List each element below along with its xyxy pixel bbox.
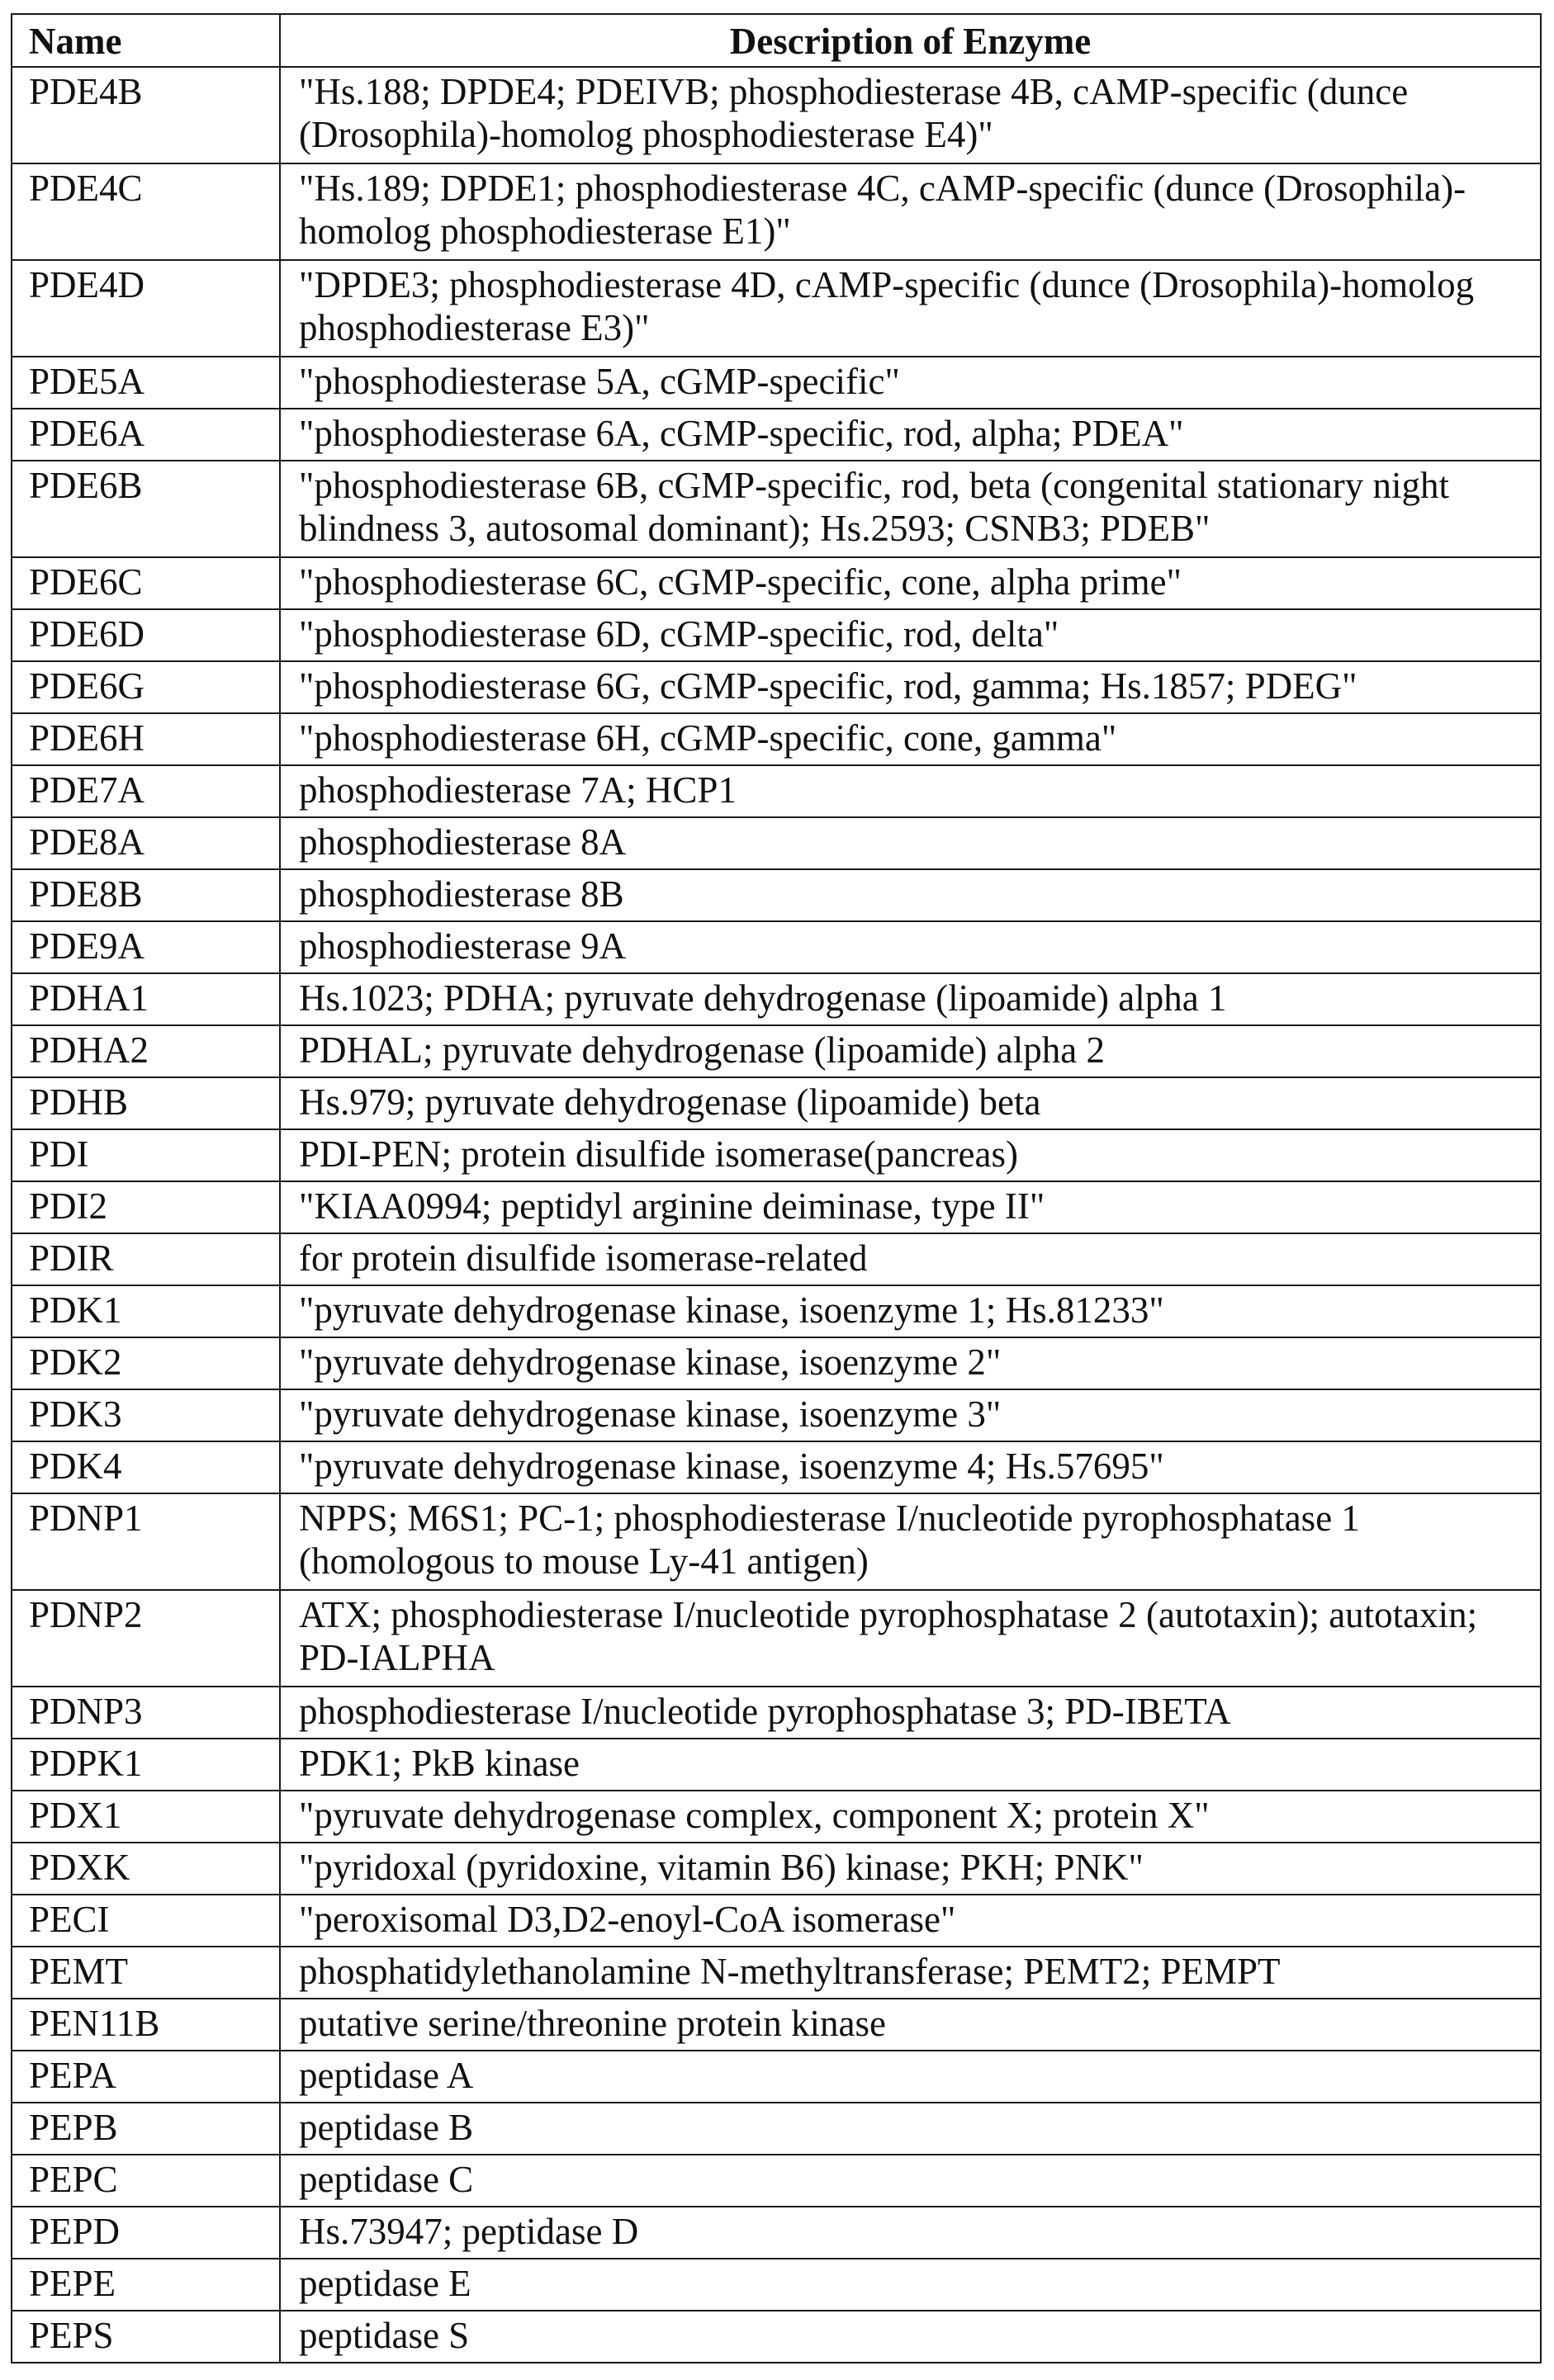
description-line: "pyruvate dehydrogenase kinase, isoenzyme 3" — [299, 1393, 1533, 1436]
table-row — [12, 1077, 1541, 1129]
table-body — [12, 67, 1541, 2363]
enzyme-description-cell — [280, 1739, 1541, 1791]
table-row — [12, 661, 1541, 713]
table-header — [12, 14, 1541, 67]
description-line: phosphodiesterase I/nucleotide pyrophosphatase 3; PD-IBETA — [299, 1690, 1533, 1733]
enzyme-name-cell: PDK4 — [12, 1441, 280, 1493]
description-line: "DPDE3; phosphodiesterase 4D, cAMP-specific (dunce (Drosophila)-homolog — [299, 263, 1533, 306]
description-line: homolog phosphodiesterase E1)" — [299, 210, 1533, 253]
description-line: phosphodiesterase 9A — [299, 925, 1533, 968]
enzyme-description-cell — [280, 409, 1541, 461]
enzyme-description-cell — [280, 921, 1541, 973]
enzyme-name-cell: PEPS — [12, 2311, 280, 2363]
enzyme-name-cell: PDI2 — [12, 1181, 280, 1233]
description-line: ATX; phosphodiesterase I/nucleotide pyrophosphatase 2 (autotaxin); autotaxin; — [299, 1593, 1533, 1636]
enzyme-name-cell: PDHB — [12, 1077, 280, 1129]
enzyme-description-cell — [280, 1441, 1541, 1493]
enzyme-description-cell — [280, 2051, 1541, 2103]
description-line: phosphodiesterase 8A — [299, 821, 1533, 864]
table-row — [12, 1739, 1541, 1791]
enzyme-name-cell: PEPC — [12, 2155, 280, 2207]
description-line: PDI-PEN; protein disulfide isomerase(pancreas) — [299, 1133, 1533, 1176]
description-line: putative serine/threonine protein kinase — [299, 2002, 1533, 2045]
table-row — [12, 2259, 1541, 2311]
enzyme-name-cell: PDE6D — [12, 609, 280, 661]
table-row — [12, 1687, 1541, 1739]
description-line: peptidase C — [299, 2158, 1533, 2201]
description-line: phosphodiesterase E3)" — [299, 306, 1533, 349]
enzyme-name-cell: PEN11B — [12, 1999, 280, 2051]
enzyme-description-cell — [280, 817, 1541, 869]
enzyme-name-cell: PDE9A — [12, 921, 280, 973]
table-row — [12, 2051, 1541, 2103]
enzyme-name-cell: PDE5A — [12, 357, 280, 409]
description-line: for protein disulfide isomerase-related — [299, 1237, 1533, 1280]
table-row — [12, 973, 1541, 1025]
enzyme-description-cell — [280, 661, 1541, 713]
table-row — [12, 2155, 1541, 2207]
table-row — [12, 609, 1541, 661]
enzyme-description-cell — [280, 869, 1541, 921]
enzyme-name-cell: PDI — [12, 1129, 280, 1181]
enzyme-name-cell: PECI — [12, 1895, 280, 1947]
table-row — [12, 260, 1541, 357]
description-line: Hs.1023; PDHA; pyruvate dehydrogenase (lipoamide) alpha 1 — [299, 977, 1533, 1020]
table-row — [12, 1389, 1541, 1441]
enzyme-name-cell: PDIR — [12, 1233, 280, 1285]
table-row — [12, 1337, 1541, 1389]
enzyme-description-cell — [280, 2155, 1541, 2207]
table-row — [12, 1285, 1541, 1337]
enzyme-description-cell — [280, 765, 1541, 817]
enzyme-description-cell — [280, 1947, 1541, 1999]
enzyme-name-cell: PDHA2 — [12, 1025, 280, 1077]
enzyme-name-cell: PEPA — [12, 2051, 280, 2103]
enzyme-name-cell: PDE8B — [12, 869, 280, 921]
enzyme-name-cell: PDNP1 — [12, 1493, 280, 1590]
enzyme-description-cell — [280, 1590, 1541, 1687]
enzyme-description-cell — [280, 1181, 1541, 1233]
enzyme-name-cell: PDE8A — [12, 817, 280, 869]
table-row — [12, 1129, 1541, 1181]
enzyme-description-cell — [280, 1999, 1541, 2051]
table-row — [12, 2207, 1541, 2259]
enzyme-name-cell: PDK3 — [12, 1389, 280, 1441]
description-line: "phosphodiesterase 6H, cGMP-specific, cone, gamma" — [299, 717, 1533, 759]
enzyme-name-cell: PEPE — [12, 2259, 280, 2311]
description-line: peptidase E — [299, 2262, 1533, 2305]
enzyme-description-cell — [280, 260, 1541, 357]
description-line: phosphatidylethanolamine N-methyltransferase; PEMT2; PEMPT — [299, 1950, 1533, 1993]
table-row — [12, 461, 1541, 557]
table-row — [12, 1843, 1541, 1895]
table-row — [12, 1181, 1541, 1233]
enzyme-name-cell: PDE6A — [12, 409, 280, 461]
column-header-name: Name — [12, 14, 280, 67]
enzyme-description-cell — [280, 2103, 1541, 2155]
table-row — [12, 2103, 1541, 2155]
enzyme-name-cell: PDK1 — [12, 1285, 280, 1337]
table-row — [12, 1791, 1541, 1843]
description-line: "pyridoxal (pyridoxine, vitamin B6) kinase; PKH; PNK" — [299, 1846, 1533, 1889]
enzyme-table — [11, 13, 1542, 2363]
enzyme-description-cell — [280, 163, 1541, 260]
description-line: "phosphodiesterase 6C, cGMP-specific, cone, alpha prime" — [299, 561, 1533, 603]
table-row — [12, 409, 1541, 461]
column-header-description: Description of Enzyme — [280, 14, 1541, 67]
enzyme-name-cell: PDXK — [12, 1843, 280, 1895]
description-line: phosphodiesterase 7A; HCP1 — [299, 769, 1533, 811]
table-row — [12, 2311, 1541, 2363]
description-line: "phosphodiesterase 6B, cGMP-specific, rod, beta (congenital stationary night — [299, 464, 1533, 507]
description-line: PDK1; PkB kinase — [299, 1742, 1533, 1785]
table-row — [12, 1493, 1541, 1590]
enzyme-name-cell: PDNP3 — [12, 1687, 280, 1739]
description-line: "phosphodiesterase 6G, cGMP-specific, rod, gamma; Hs.1857; PDEG" — [299, 665, 1533, 707]
table-row — [12, 357, 1541, 409]
description-line: "phosphodiesterase 6A, cGMP-specific, rod, alpha; PDEA" — [299, 412, 1533, 455]
description-line: "phosphodiesterase 6D, cGMP-specific, rod, delta" — [299, 613, 1533, 655]
table-row — [12, 1947, 1541, 1999]
enzyme-description-cell — [280, 2207, 1541, 2259]
enzyme-name-cell: PDHA1 — [12, 973, 280, 1025]
enzyme-description-cell — [280, 1895, 1541, 1947]
enzyme-name-cell: PDE6H — [12, 713, 280, 765]
enzyme-description-cell — [280, 1285, 1541, 1337]
enzyme-description-cell — [280, 461, 1541, 557]
table-row — [12, 557, 1541, 609]
table-row — [12, 1233, 1541, 1285]
description-line: PD-IALPHA — [299, 1636, 1533, 1679]
description-line: peptidase B — [299, 2106, 1533, 2149]
description-line: Hs.73947; peptidase D — [299, 2210, 1533, 2253]
table-row — [12, 1025, 1541, 1077]
enzyme-name-cell: PEPD — [12, 2207, 280, 2259]
enzyme-description-cell — [280, 1791, 1541, 1843]
enzyme-description-cell — [280, 1233, 1541, 1285]
description-line: peptidase A — [299, 2054, 1533, 2097]
table-row — [12, 765, 1541, 817]
enzyme-description-cell — [280, 357, 1541, 409]
enzyme-description-cell — [280, 67, 1541, 163]
table-row — [12, 163, 1541, 260]
table-row — [12, 1999, 1541, 2051]
enzyme-name-cell: PDK2 — [12, 1337, 280, 1389]
enzyme-description-cell — [280, 1843, 1541, 1895]
description-line: "peroxisomal D3,D2-enoyl-CoA isomerase" — [299, 1898, 1533, 1941]
enzyme-description-cell — [280, 557, 1541, 609]
enzyme-name-cell: PDE6G — [12, 661, 280, 713]
enzyme-description-cell — [280, 609, 1541, 661]
enzyme-name-cell: PDE7A — [12, 765, 280, 817]
table-row — [12, 1441, 1541, 1493]
enzyme-name-cell: PDPK1 — [12, 1739, 280, 1791]
description-line: (homologous to mouse Ly-41 antigen) — [299, 1540, 1533, 1583]
description-line: blindness 3, autosomal dominant); Hs.2593; CSNB3; PDEB" — [299, 507, 1533, 550]
description-line: "pyruvate dehydrogenase kinase, isoenzyme 2" — [299, 1341, 1533, 1384]
enzyme-description-cell — [280, 2259, 1541, 2311]
description-line: "pyruvate dehydrogenase kinase, isoenzyme 1; Hs.81233" — [299, 1289, 1533, 1332]
description-line: "pyruvate dehydrogenase complex, component X; protein X" — [299, 1794, 1533, 1837]
enzyme-name-cell: PDX1 — [12, 1791, 280, 1843]
enzyme-name-cell: PDE6C — [12, 557, 280, 609]
description-line: Hs.979; pyruvate dehydrogenase (lipoamide) beta — [299, 1081, 1533, 1124]
enzyme-description-cell — [280, 1077, 1541, 1129]
description-line: "phosphodiesterase 5A, cGMP-specific" — [299, 360, 1533, 403]
enzyme-description-cell — [280, 1493, 1541, 1590]
enzyme-name-cell: PEPB — [12, 2103, 280, 2155]
table-row — [12, 1895, 1541, 1947]
enzyme-name-cell: PEMT — [12, 1947, 280, 1999]
enzyme-description-cell — [280, 713, 1541, 765]
header-row — [12, 14, 1541, 67]
description-line: "Hs.189; DPDE1; phosphodiesterase 4C, cAMP-specific (dunce (Drosophila)- — [299, 167, 1533, 210]
table-row — [12, 1590, 1541, 1687]
enzyme-name-cell: PDNP2 — [12, 1590, 280, 1687]
table-row — [12, 67, 1541, 163]
enzyme-description-cell — [280, 1389, 1541, 1441]
enzyme-name-cell: PDE4C — [12, 163, 280, 260]
description-line: peptidase S — [299, 2314, 1533, 2357]
table-row — [12, 713, 1541, 765]
enzyme-description-cell — [280, 973, 1541, 1025]
enzyme-name-cell: PDE4B — [12, 67, 280, 163]
description-line: NPPS; M6S1; PC-1; phosphodiesterase I/nucleotide pyrophosphatase 1 — [299, 1497, 1533, 1540]
enzyme-description-cell — [280, 1687, 1541, 1739]
table-row — [12, 869, 1541, 921]
description-line: "Hs.188; DPDE4; PDEIVB; phosphodiesterase 4B, cAMP-specific (dunce — [299, 70, 1533, 113]
enzyme-description-cell — [280, 1337, 1541, 1389]
description-line: phosphodiesterase 8B — [299, 873, 1533, 916]
description-line: (Drosophila)-homolog phosphodiesterase E4)" — [299, 113, 1533, 156]
description-line: PDHAL; pyruvate dehydrogenase (lipoamide) alpha 2 — [299, 1029, 1533, 1072]
description-line: "pyruvate dehydrogenase kinase, isoenzyme 4; Hs.57695" — [299, 1445, 1533, 1488]
table-row — [12, 817, 1541, 869]
enzyme-description-cell — [280, 1129, 1541, 1181]
enzyme-name-cell: PDE4D — [12, 260, 280, 357]
table-row — [12, 921, 1541, 973]
description-line: "KIAA0994; peptidyl arginine deiminase, type II" — [299, 1185, 1533, 1228]
enzyme-name-cell: PDE6B — [12, 461, 280, 557]
enzyme-description-cell — [280, 2311, 1541, 2363]
enzyme-description-cell — [280, 1025, 1541, 1077]
